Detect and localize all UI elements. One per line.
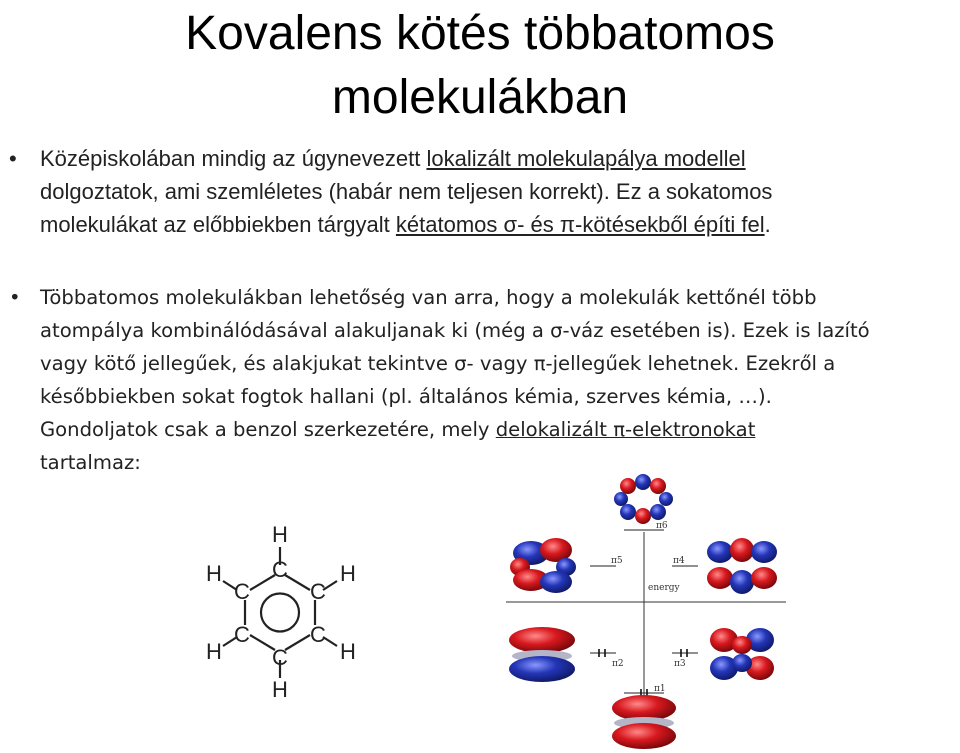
energy-axis-label: energy (648, 583, 680, 593)
benzene-h-bottom: H (272, 677, 288, 700)
bullet2-line-5: Gondoljatok csak a benzol szerkezetére, mely (40, 418, 496, 441)
benzene-h-lower-left: H (206, 639, 222, 664)
benzene-h-lower-right: H (340, 639, 356, 664)
page-title (0, 2, 960, 130)
benzene-structure (205, 515, 365, 700)
benzene-h-upper-left: H (206, 561, 222, 586)
bullet2-line-3: vagy kötő jellegűek, és alakjukat tekintve σ- vagy π-jellegűek lehetnek. Ezekről a (40, 352, 836, 375)
label-pi4: π4 (673, 556, 685, 566)
orbital-pi4 (707, 538, 777, 594)
bullet2-line-1: • Többatomos molekulákban lehetőség van arra, hogy a molekulák kettőnél több (40, 286, 817, 309)
bullet1-text-2: dolgoztatok, ami szemléletes (habár nem teljesen korrekt). Ez a sokatomos (40, 179, 773, 204)
label-pi2: π2 (612, 659, 624, 669)
benzene-c-5: C (234, 622, 250, 647)
title-line-2: molekulákban (331, 71, 629, 124)
link-diatomic-bonds[interactable]: kétatomos σ- és π-kötésekből építi fel (395, 212, 765, 237)
label-pi5: π5 (611, 556, 623, 566)
orbital-pi5 (510, 538, 576, 593)
bullet2-line-6: tartalmaz: (40, 451, 141, 474)
bullet1-text-3: molekulákat az előbbiekben tárgyalt (40, 212, 396, 237)
bullet2-line-4: későbbiekben sokat fogtok hallani (pl. általános kémia, szerves kémia, …). (40, 385, 772, 408)
label-pi1: π1 (654, 684, 666, 694)
benzene-c-2: C (310, 579, 326, 604)
label-pi3: π3 (674, 659, 686, 669)
benzene-pi-mo-diagram (506, 470, 786, 753)
bullet1-text-1: Középiskolában mindig az úgynevezett (40, 146, 427, 171)
benzene-c-1: C (272, 557, 288, 582)
bullet1-text-4: . (764, 212, 771, 237)
benzene-c-3: C (310, 622, 326, 647)
bullet-polyatomic (40, 281, 960, 479)
orbital-pi2 (509, 627, 575, 682)
bullet-localized-model (40, 142, 960, 241)
link-delocalized-pi[interactable]: delokalizált π-elektronokat (495, 418, 756, 441)
label-pi6: π6 (656, 521, 668, 531)
benzene-c-6: C (234, 579, 250, 604)
orbital-pi6 (614, 474, 673, 524)
title-line-1: Kovalens kötés többatomos (185, 7, 775, 60)
benzene-h-top: H (272, 522, 288, 547)
orbital-pi3 (710, 628, 774, 680)
benzene-c-4: C (272, 645, 288, 670)
bullet2-line-2: atompálya kombinálódásával alakuljanak ki (még a σ-váz esetében is). Ezek is lazító (40, 319, 870, 342)
benzene-h-upper-right: H (340, 561, 356, 586)
orbital-pi1 (612, 695, 676, 749)
link-localized-mo-model[interactable]: lokalizált molekulapálya modellel (426, 146, 746, 171)
